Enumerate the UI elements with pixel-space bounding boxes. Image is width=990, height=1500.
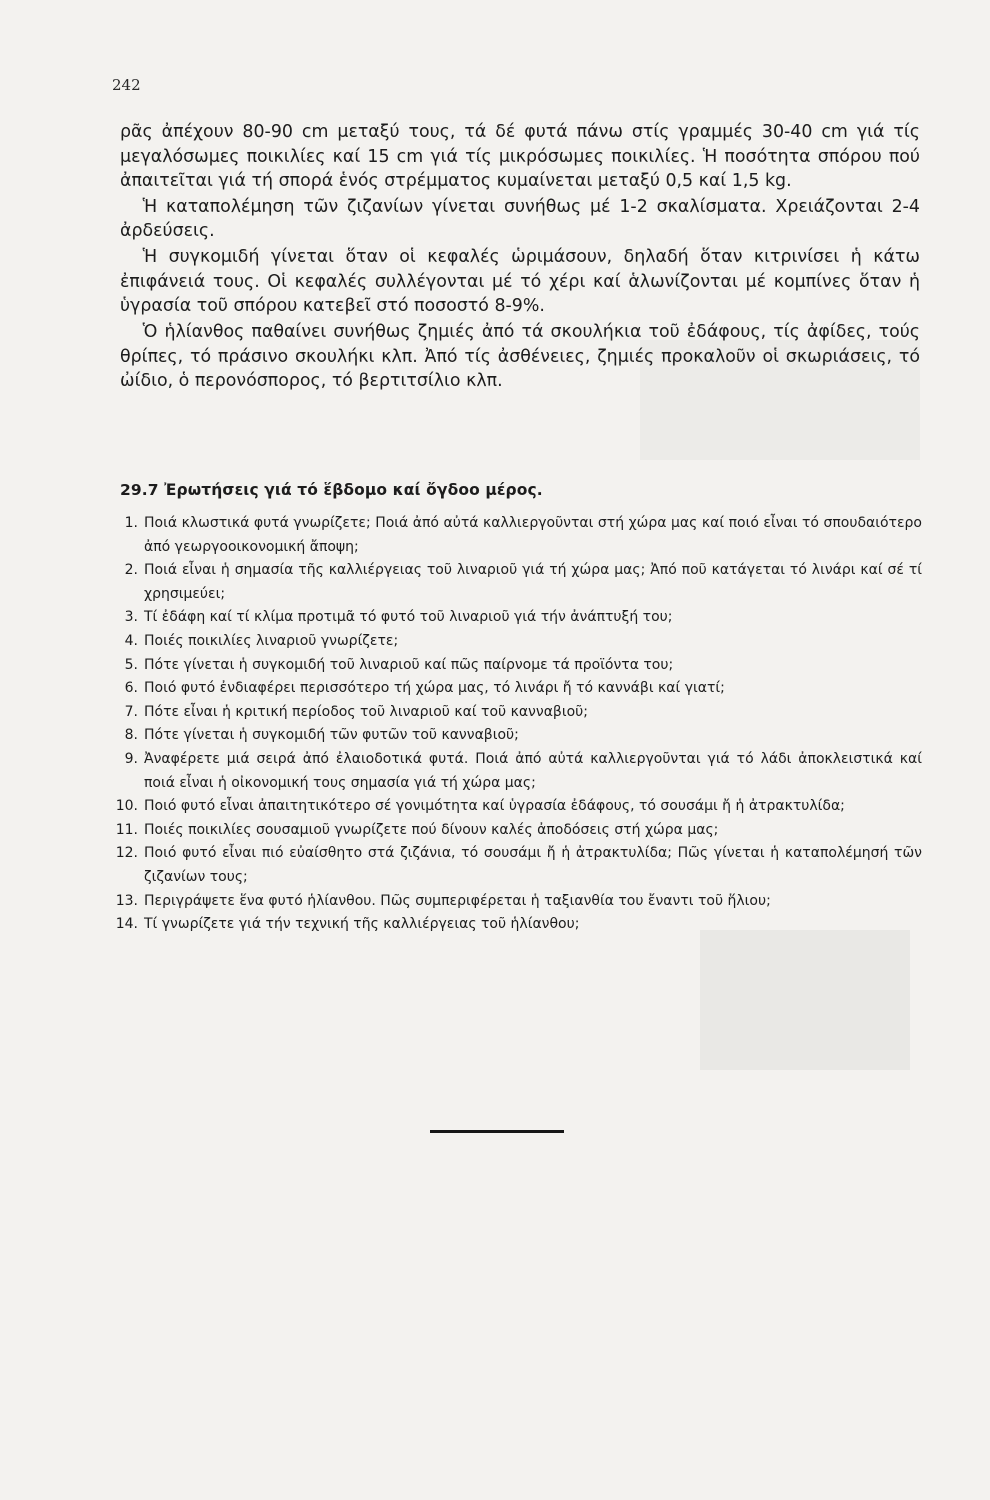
question-text: Πότε γίνεται ἡ συγκομιδή τοῦ λιναριοῦ καί πῶς παίρνομε τά προϊόντα του;	[144, 656, 674, 673]
question-number: 12.	[115, 845, 138, 862]
question-text: Περιγράψετε ἕνα φυτό ἡλίανθου. Πῶς συμπεριφέρεται ἡ ταξιανθία του ἔναντι τοῦ ἥλιου;	[144, 892, 771, 909]
question-item	[104, 795, 922, 819]
question-text: Τί ἐδάφη καί τί κλίμα προτιμᾶ τό φυτό τοῦ λιναριοῦ γιά τήν ἀνάπτυξή του;	[144, 609, 673, 626]
question-number: 10.	[115, 798, 138, 815]
question-item	[104, 913, 922, 937]
question-item	[104, 842, 922, 889]
question-text: Ποιό φυτό εἶναι πιό εὐαίσθητο στά ζιζάνια, τό σουσάμι ἤ ἡ ἀτρακτυλίδα; Πῶς γίνεται ἡ καταπολέμησή τῶν ζιζανίων τους;	[144, 845, 922, 885]
question-item	[104, 890, 922, 914]
question-number: 9.	[124, 750, 138, 767]
show-through-shading	[700, 930, 910, 1070]
question-number: 13.	[115, 892, 138, 909]
question-item	[104, 748, 922, 795]
question-number: 2.	[124, 562, 138, 579]
page-number: 242	[112, 76, 141, 94]
questions-list	[104, 512, 922, 937]
question-text: Τί γνωρίζετε γιά τήν τεχνική τῆς καλλιέργειας τοῦ ἡλίανθου;	[144, 916, 580, 933]
question-item	[104, 654, 922, 678]
question-text: Πότε γίνεται ἡ συγκομιδή τῶν φυτῶν τοῦ κανναβιοῦ;	[144, 727, 519, 744]
body-text	[120, 120, 920, 395]
question-number: 1.	[124, 515, 138, 531]
question-number: 6.	[124, 680, 138, 697]
question-text: Ποιό φυτό εἶναι ἀπαιτητικότερο σέ γονιμότητα καί ὑγρασία ἐδάφους, τό σουσάμι ἤ ἡ ἀτρακτυλίδα;	[144, 798, 845, 815]
question-text: Ἀναφέρετε μιά σειρά ἀπό ἐλαιοδοτικά φυτά. Ποιά ἀπό αὐτά καλλιεργοῦνται γιά τό λάδι ἀποκλειστικά καί ποιά εἶναι ἡ οἰκονομική τους σημασία γιά τή χώρα μας;	[144, 750, 922, 791]
question-item	[104, 630, 922, 654]
question-text: Πότε εἶναι ἡ κριτική περίοδος τοῦ λιναριοῦ καί τοῦ κανναβιοῦ;	[144, 703, 588, 720]
paragraph: ρᾶς ἀπέχουν 80-90 cm μεταξύ τους, τά δέ φυτά πάνω στίς γραμμές 30-40 cm γιά τίς μεγαλόσωμες ποικιλίες καί 15 cm γιά τίς μικρόσωμες ποικιλίες. Ἡ ποσότητα σπόρου πού ἀπαιτεῖται γιά τή σπορά ἑνός στρέμματος κυμαίνεται μεταξύ 0,5 καί 1,5 kg.	[120, 122, 920, 191]
question-item	[104, 724, 922, 748]
question-item	[104, 559, 922, 606]
section-heading: 29.7 Ἐρωτήσεις γιά τό ἕβδομο καί ὄγδοο μέρος.	[120, 481, 543, 499]
question-item	[104, 819, 922, 843]
question-text: Ποιό φυτό ἐνδιαφέρει περισσότερο τή χώρα μας, τό λινάρι ἤ τό καννάβι καί γιατί;	[144, 680, 725, 697]
paragraph: Ὁ ἡλίανθος παθαίνει συνήθως ζημιές ἀπό τά σκουλήκια τοῦ ἐδάφους, τίς ἀφίδες, τούς θρίπες, τό πράσινο σκουλήκι κλπ. Ἀπό τίς ἀσθένειες, ζημιές προκαλοῦν οἱ σκωριάσεις, τό ὠίδιο, ὁ περονόσπορος, τό βερτιτσίλιο κλπ.	[120, 322, 920, 392]
question-text: Ποιές ποικιλίες σουσαμιοῦ γνωρίζετε πού δίνουν καλές ἀποδόσεις στή χώρα μας;	[144, 821, 719, 838]
question-item	[104, 512, 922, 559]
paragraph: Ἡ καταπολέμηση τῶν ζιζανίων γίνεται συνήθως μέ 1-2 σκαλίσματα. Χρειάζονται 2-4 ἀρδεύσεις.	[120, 196, 920, 242]
question-number: 11.	[115, 821, 138, 838]
question-text: Ποιά εἶναι ἡ σημασία τῆς καλλιέργειας τοῦ λιναριοῦ γιά τή χώρα μας; Ἀπό ποῦ κατάγεται τό λινάρι καί σέ τί χρησιμεύει;	[144, 562, 922, 602]
question-number: 4.	[124, 632, 138, 649]
paragraph: Ἡ συγκομιδή γίνεται ὅταν οἱ κεφαλές ὡριμάσουν, δηλαδή ὅταν κιτρινίσει ἡ κάτω ἐπιφάνειά τους. Οἱ κεφαλές συλλέγονται μέ τό χέρι καί ἁλωνίζονται μέ κομπίνες ὅταν ἡ ὑγρασία τοῦ σπόρου κατεβεῖ στό ποσοστό 8-9%.	[120, 247, 920, 317]
question-item	[104, 677, 922, 701]
end-rule	[430, 1130, 564, 1133]
question-item	[104, 701, 922, 725]
question-number: 7.	[124, 703, 138, 720]
question-item	[104, 606, 922, 630]
question-number: 14.	[115, 916, 138, 933]
question-text: Ποιές ποικιλίες λιναριοῦ γνωρίζετε;	[144, 632, 399, 649]
question-number: 3.	[124, 609, 138, 626]
question-number: 5.	[124, 656, 138, 673]
question-text: Ποιά κλωστικά φυτά γνωρίζετε; Ποιά ἀπό αὐτά καλλιεργοῦνται στή χώρα μας καί ποιό εἶναι τό σπουδαιότερο ἀπό γεωργοοικονομική ἄποψη;	[144, 515, 922, 555]
question-number: 8.	[124, 727, 138, 744]
